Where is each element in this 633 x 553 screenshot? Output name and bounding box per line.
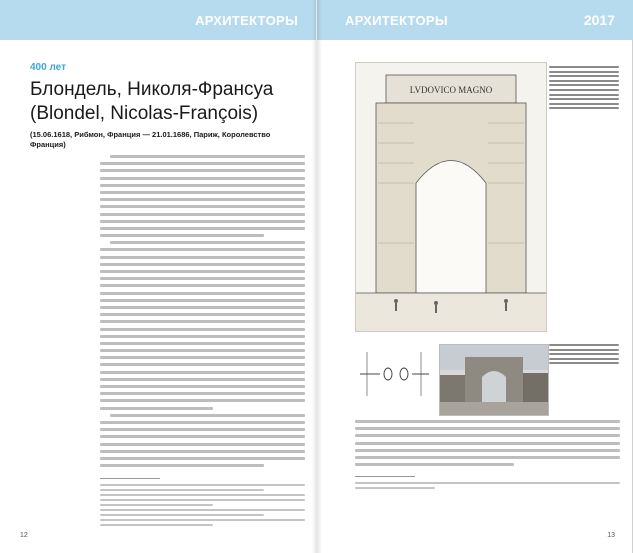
- porte-saint-denis-engraving: [355, 62, 547, 332]
- article-body: [100, 155, 305, 475]
- proportion-diagram: [355, 344, 433, 404]
- page-number-left: 12: [20, 532, 28, 539]
- footnote-divider: [100, 478, 160, 479]
- left-header-title: АРХИТЕКТОРЫ: [195, 12, 298, 28]
- right-footnote: [355, 482, 620, 492]
- section-label: 400 лет: [30, 62, 67, 73]
- page-number-right: 13: [607, 532, 615, 539]
- arch-illustration: [356, 63, 546, 331]
- engraving-caption: [549, 66, 619, 112]
- article-title-ru: Блондель, Николя-Франсуа: [30, 79, 274, 100]
- right-footnote-divider: [355, 476, 415, 477]
- right-article-body: [355, 420, 620, 470]
- article-title-fr: (Blondel, Nicolas-François): [30, 103, 259, 124]
- header-year: 2017: [583, 12, 615, 28]
- engraving-inscription: LVDOVICO MAGNO: [409, 85, 493, 95]
- right-header-title: АРХИТЕКТОРЫ: [345, 12, 448, 28]
- photo-caption: [549, 344, 619, 367]
- footnotes: [100, 484, 305, 529]
- left-header-band: [0, 0, 316, 40]
- left-page: [0, 0, 316, 553]
- arch-photo: [439, 344, 549, 416]
- right-header-band: [317, 0, 633, 40]
- lifespan-text: (15.06.1618, Рибмон, Франция — 21.01.1686, Париж, Королевство Франция): [30, 130, 271, 149]
- right-page: [317, 0, 633, 553]
- book-gutter: [312, 0, 322, 553]
